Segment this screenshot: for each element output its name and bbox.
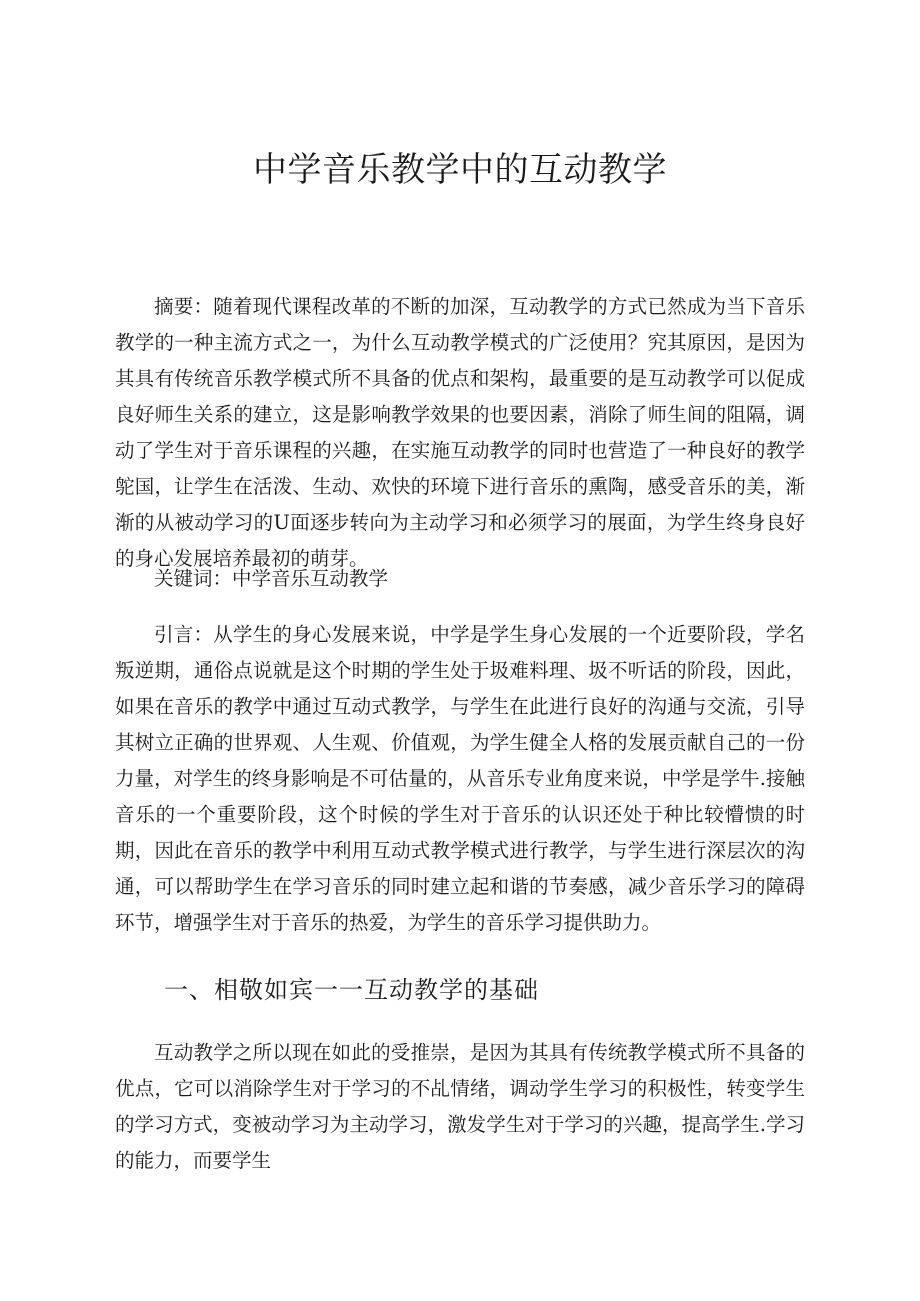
keywords-line: 关键词：中学音乐互动教学 xyxy=(154,567,389,590)
section-body-paragraph: 互动教学之所以现在如此的受推崇，是因为其具有传统教学模式所不具备的优点，它可以消除学生对于学习的不乩情绪，调动学生学习的积极性，转变学生的学习方式，变被动学习为主动学习，激发学生对于学习的兴趣，提高学生.学习的能力，而要学生 xyxy=(115,1041,805,1172)
document-title: 中学音乐教学中的互动教学 xyxy=(253,150,667,190)
section-heading: 一、相敬如宾一一互动教学的基础 xyxy=(164,976,539,1004)
abstract-paragraph: 摘要：随着现代课程改革的不断的加深，互动教学的方式已然成为当下音乐教学的一种主流方式之一，为什么互动教学模式的广泛使用？究其原因，是因为其具有传统音乐教学模式所不具备的优点和架构，最重要的是互动教学可以促成良好师生关系的建立，这是影响教学效果的也要因素，消除了师生间的阻隔，调动了学生对于音乐课程的兴趣，在实施互动教学的同时也营造了一种良好的教学鸵国，让学生在活泼、生动、欢快的环境下进行音乐的熏陶，感受音乐的美，渐渐的从被动学习的U面逐步转向为主动学习和必须学习的展面，为学生终身良好的身心发展培养最初的萌芽。 xyxy=(115,295,805,570)
introduction-paragraph: 引言：从学生的身心发展来说，中学是学生身心发展的一个近要阶段，学名叛逆期，通俗点说就是这个时期的学生处于圾难料理、圾不听话的阶段，因此，如果在音乐的教学中通过互动式教学，与学生在此进行良好的沟通与交流，引导其树立正确的世界观、人生观、价值观，为学生健全人格的发展贡献自己的一份力量，对学生的终身影响是不可估量的，从音乐专业角度来说，中学是学牛.接触音乐的一个重要阶段，这个时候的学生对于音乐的认识还处于种比较懵愦的时期，因此在音乐的教学中利用互动式教学模式进行教学，与学生进行深层次的沟通，可以帮助学生在学习音乐的同时建立起和谐的节奏感，减少音乐学习的障碍环节，增强学生对于音乐的热爱，为学生的音乐学习提供助力。 xyxy=(115,623,805,934)
